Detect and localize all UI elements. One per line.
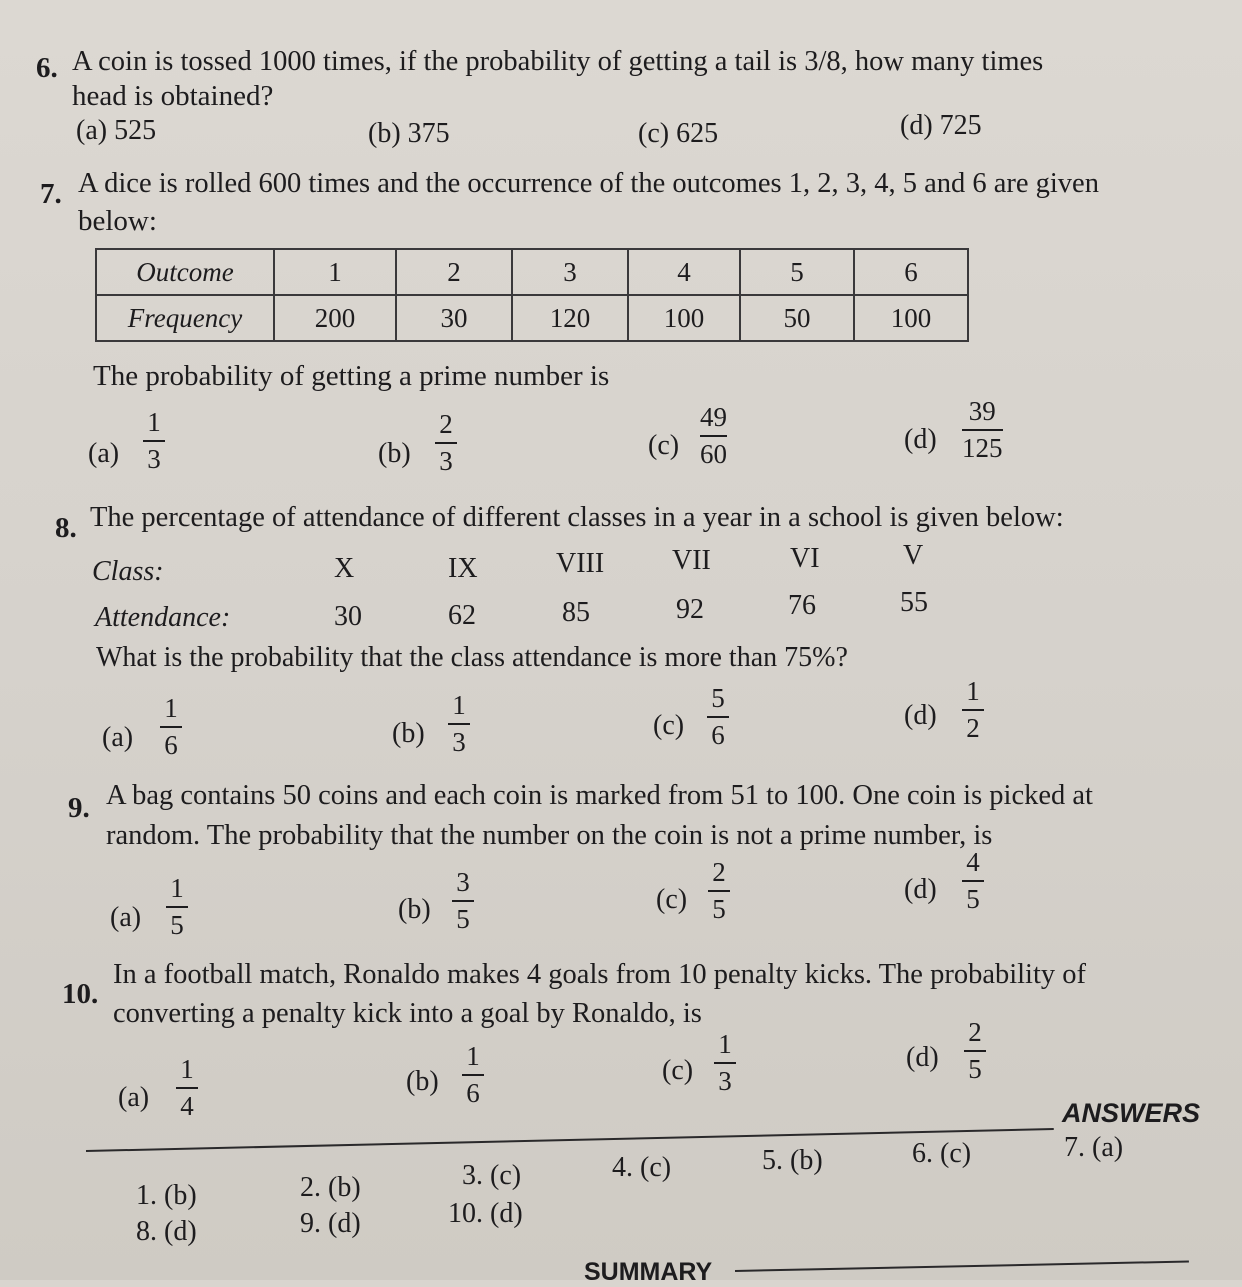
- option-d-fraction: [962, 397, 1003, 463]
- question-text: below:: [78, 205, 157, 237]
- table-row: [96, 249, 968, 295]
- attendance-label: Attendance:: [95, 602, 231, 633]
- question-number: 7.: [40, 178, 62, 210]
- question-text: In a football match, Ronaldo makes 4 goals from 10 penalty kicks. The probability of: [113, 959, 1087, 990]
- option-b-fraction: [435, 410, 457, 476]
- option-c-label: (c): [648, 430, 680, 461]
- answers-heading: ANSWERS: [1062, 1098, 1201, 1128]
- numerator: 1: [452, 690, 466, 720]
- question-text: A dice is rolled 600 times and the occurrence of the outcomes 1, 2, 3, 4, 5 and 6 are given: [78, 168, 1099, 199]
- question-prompt: The probability of getting a prime number is: [93, 360, 610, 392]
- numerator: 1: [466, 1041, 480, 1071]
- class-value: X: [334, 553, 355, 584]
- denominator: 4: [180, 1091, 194, 1121]
- question-number: 6.: [36, 52, 58, 84]
- denominator: 125: [962, 433, 1003, 463]
- row-header: Frequency: [96, 295, 274, 341]
- table-cell: 1: [274, 249, 396, 295]
- answer-item: 4. (c): [612, 1152, 672, 1183]
- table-cell: 5: [740, 249, 854, 295]
- option-a-fraction: [176, 1055, 198, 1121]
- answer-item: 1. (b): [136, 1180, 197, 1211]
- numerator: 1: [180, 1054, 194, 1084]
- class-value: V: [903, 540, 924, 571]
- attendance-value: 62: [448, 600, 476, 631]
- option-b-fraction: [452, 868, 474, 934]
- frequency-table: [95, 248, 969, 342]
- table-cell: 120: [512, 295, 628, 341]
- denominator: 5: [170, 910, 184, 940]
- answer-item: 5. (b): [762, 1145, 823, 1176]
- denominator: 6: [711, 720, 725, 750]
- option-a-label: (a): [110, 902, 142, 933]
- denominator: 2: [966, 713, 980, 743]
- numerator: 39: [968, 396, 996, 426]
- option-b-label: (b): [392, 718, 425, 749]
- denominator: 6: [466, 1078, 480, 1108]
- numerator: 2: [439, 409, 453, 439]
- question-text: converting a penalty kick into a goal by Ronaldo, is: [113, 998, 702, 1029]
- question-number: 8.: [55, 512, 77, 544]
- option-d-fraction: [964, 1018, 986, 1084]
- numerator: 1: [170, 873, 184, 903]
- attendance-value: 92: [676, 594, 704, 625]
- numerator: 4: [966, 847, 980, 877]
- table-cell: 30: [396, 295, 512, 341]
- table-cell: 2: [396, 249, 512, 295]
- class-label: Class:: [92, 556, 164, 587]
- class-value: VII: [672, 545, 711, 576]
- question-number: 10.: [62, 978, 99, 1010]
- option-a-fraction: [143, 408, 165, 474]
- summary-divider: [735, 1260, 1189, 1271]
- question-text: random. The probability that the number on the coin is not a prime number, is: [106, 820, 993, 851]
- answer-item: 3. (c): [462, 1160, 522, 1191]
- option-d-label: (d): [904, 424, 937, 455]
- answer-item: 7. (a): [1064, 1132, 1124, 1163]
- question-text: A bag contains 50 coins and each coin is marked from 51 to 100. One coin is picked at: [106, 780, 1093, 811]
- option-b-fraction: [462, 1042, 484, 1108]
- table-cell: 200: [274, 295, 396, 341]
- option-d-fraction: [962, 848, 984, 914]
- attendance-value: 30: [334, 601, 362, 632]
- option-c-label: (c): [662, 1055, 694, 1086]
- class-value: VIII: [556, 548, 605, 579]
- denominator: 3: [147, 444, 161, 474]
- attendance-value: 55: [900, 587, 928, 618]
- numerator: 1: [147, 407, 161, 437]
- summary-heading: SUMMARY: [584, 1258, 713, 1286]
- table-row: [96, 295, 968, 341]
- numerator: 49: [700, 402, 727, 432]
- answer-item: 10. (d): [448, 1198, 523, 1229]
- question-text: The percentage of attendance of different classes in a year in a school is given below:: [90, 502, 1064, 533]
- denominator: 3: [718, 1066, 732, 1096]
- option-d-label: (d): [904, 874, 937, 905]
- denominator: 3: [452, 727, 466, 757]
- answer-item: 6. (c): [912, 1138, 972, 1169]
- class-value: VI: [790, 543, 820, 574]
- denominator: 5: [456, 904, 470, 934]
- numerator: 2: [712, 857, 726, 887]
- option-c-label: (c): [653, 710, 685, 741]
- numerator: 2: [968, 1017, 982, 1047]
- question-text: A coin is tossed 1000 times, if the probability of getting a tail is 3/8, how many times: [72, 46, 1044, 77]
- option-a-fraction: [160, 694, 182, 760]
- option-a: (a) 525: [76, 115, 157, 146]
- numerator: 1: [718, 1029, 732, 1059]
- numerator: 1: [164, 693, 178, 723]
- table-cell: 6: [854, 249, 968, 295]
- attendance-value: 85: [562, 597, 590, 628]
- answer-item: 2. (b): [300, 1172, 361, 1203]
- option-c-fraction: [714, 1030, 736, 1096]
- question-text: head is obtained?: [72, 80, 274, 112]
- table-cell: 100: [854, 295, 968, 341]
- class-value: IX: [448, 553, 478, 584]
- option-c-fraction: [700, 403, 727, 469]
- option-a-label: (a): [88, 438, 120, 469]
- option-c-label: (c): [656, 884, 688, 915]
- table-cell: 3: [512, 249, 628, 295]
- option-a-fraction: [166, 874, 188, 940]
- numerator: 3: [456, 867, 470, 897]
- option-b-label: (b): [378, 438, 411, 469]
- question-number: 9.: [68, 792, 90, 824]
- denominator: 6: [164, 730, 178, 760]
- numerator: 1: [966, 676, 980, 706]
- denominator: 3: [439, 446, 453, 476]
- option-d-label: (d): [904, 700, 937, 731]
- option-c-fraction: [707, 684, 729, 750]
- row-header: Outcome: [96, 249, 274, 295]
- option-b-label: (b): [398, 894, 431, 925]
- attendance-value: 76: [788, 590, 816, 621]
- option-b-label: (b): [406, 1066, 439, 1097]
- option-a-label: (a): [118, 1082, 150, 1113]
- option-c-fraction: [708, 858, 730, 924]
- option-b-fraction: [448, 691, 470, 757]
- table-cell: 50: [740, 295, 854, 341]
- table-cell: 100: [628, 295, 740, 341]
- option-c: (c) 625: [638, 118, 719, 149]
- denominator: 5: [712, 894, 726, 924]
- answer-item: 8. (d): [136, 1216, 197, 1247]
- denominator: 60: [700, 439, 727, 469]
- question-prompt: What is the probability that the class attendance is more than 75%?: [96, 642, 848, 673]
- answer-item: 9. (d): [300, 1208, 361, 1239]
- option-d-fraction: [962, 677, 984, 743]
- table-cell: 4: [628, 249, 740, 295]
- denominator: 5: [968, 1054, 982, 1084]
- option-a-label: (a): [102, 722, 134, 753]
- answers-divider: [86, 1128, 1054, 1152]
- option-b: (b) 375: [368, 118, 450, 149]
- numerator: 5: [711, 683, 725, 713]
- denominator: 5: [966, 884, 980, 914]
- option-d: (d) 725: [900, 110, 982, 141]
- option-d-label: (d): [906, 1042, 939, 1073]
